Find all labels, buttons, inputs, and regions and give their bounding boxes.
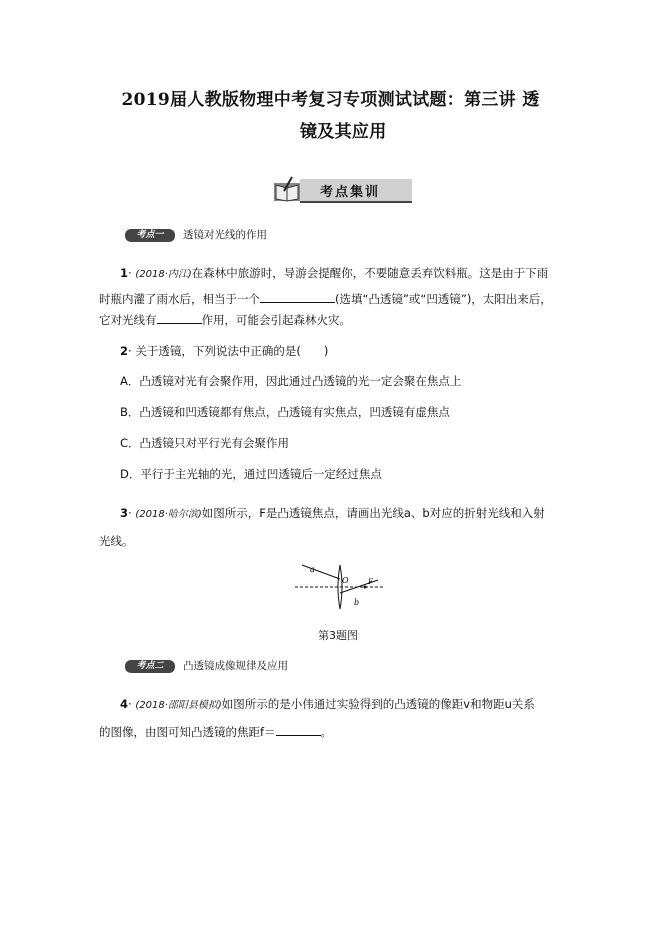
q2-option-a[interactable]: A．凸透镜对光有会聚作用，因此通过凸透镜的光一定会聚在焦点上	[120, 374, 462, 388]
ray-a	[302, 565, 340, 579]
q4-blank[interactable]	[276, 723, 321, 736]
q1-text: 时瓶内灌了雨水后，相当于一个	[99, 292, 260, 306]
q1-blank-2[interactable]	[157, 311, 202, 324]
label-o: O	[342, 576, 349, 585]
figure-caption: 第3题图	[318, 629, 358, 642]
q2-number: 2	[120, 344, 129, 358]
question-3: 3· (2018·哈尔滨)如图所示，F是凸透镜焦点，请画出光线a、b对应的折射光线和入射	[120, 506, 545, 520]
q1-text: 作用，可能会引起森林火灾。	[201, 313, 351, 327]
q1-blank-1[interactable]	[260, 290, 335, 303]
question-2: 2· 关于透镜，下列说法中正确的是( )	[120, 344, 329, 358]
q3-text: 如图所示，F是凸透镜焦点，请画出光线a、b对应的折射光线和入射	[201, 506, 545, 520]
q1-text: 它对光线有	[99, 313, 157, 327]
section-heading-2	[125, 658, 288, 673]
q1-number: 1	[120, 266, 129, 280]
q3-source: (2018·哈尔滨)	[135, 509, 202, 520]
section-title: 透镜对光线的作用	[183, 229, 267, 241]
section-tag: 考点二	[125, 660, 175, 673]
q3-number: 3	[120, 506, 129, 520]
section-tag: 考点一	[125, 229, 175, 242]
question-1	[120, 262, 570, 286]
label-f: F	[368, 578, 373, 586]
q4-line2	[99, 721, 332, 743]
focus-point	[364, 586, 367, 589]
q1-text: 在森林中旅游时，导游会提醒你，不要随意丢弃饮料瓶。这是由于下雨	[191, 266, 549, 280]
label-b: b	[354, 598, 360, 607]
section-title: 凸透镜成像规律及应用	[183, 660, 288, 672]
q3-line2: 光线。	[99, 534, 134, 548]
banner-label: 考点集训	[320, 185, 381, 200]
q4-source: (2018·邵阳县模拟)	[135, 700, 222, 711]
q4-text: 如图所示的是小伟通过实验得到的凸透镜的像距v和物距u关系	[221, 697, 535, 711]
q2-stem: 关于透镜，下列说法中正确的是( )	[135, 344, 329, 358]
q4-text: 。	[320, 725, 333, 739]
page-title-line2: 镜及其应用	[300, 122, 387, 142]
q4-number: 4	[120, 697, 129, 711]
q2-option-b[interactable]: B．凸透镜和凹透镜都有焦点，凸透镜有实焦点，凹透镜有虚焦点	[120, 405, 450, 419]
q1-line3	[99, 309, 351, 331]
label-a: a	[310, 565, 315, 574]
section-heading-1	[125, 227, 267, 242]
q1-text: (选填“凸透镜”或“凹透镜”)，太阳出来后，	[335, 292, 552, 306]
q4-text: 的图像，由图可知凸透镜的焦距f＝	[99, 725, 276, 739]
section-banner	[272, 175, 412, 203]
q1-line2	[99, 288, 552, 310]
q1-source: (2018·内江)	[135, 269, 192, 280]
page-title-line1: 2019届人教版物理中考复习专项测试试题：第三讲 透	[121, 90, 540, 110]
q1-line1: 1· (2018·内江)在森林中旅游时，导游会提醒你，不要随意丢弃饮料瓶。这是由于下雨	[120, 266, 549, 280]
question-4: 4· (2018·邵阳县模拟)如图所示的是小伟通过实验得到的凸透镜的像距v和物距u关系	[120, 697, 535, 711]
q2-option-d[interactable]: D．平行于主光轴的光，通过凹透镜后一定经过焦点	[120, 467, 382, 481]
lens-figure	[290, 560, 390, 615]
q2-option-c[interactable]: C．凸透镜只对平行光有会聚作用	[120, 436, 290, 450]
